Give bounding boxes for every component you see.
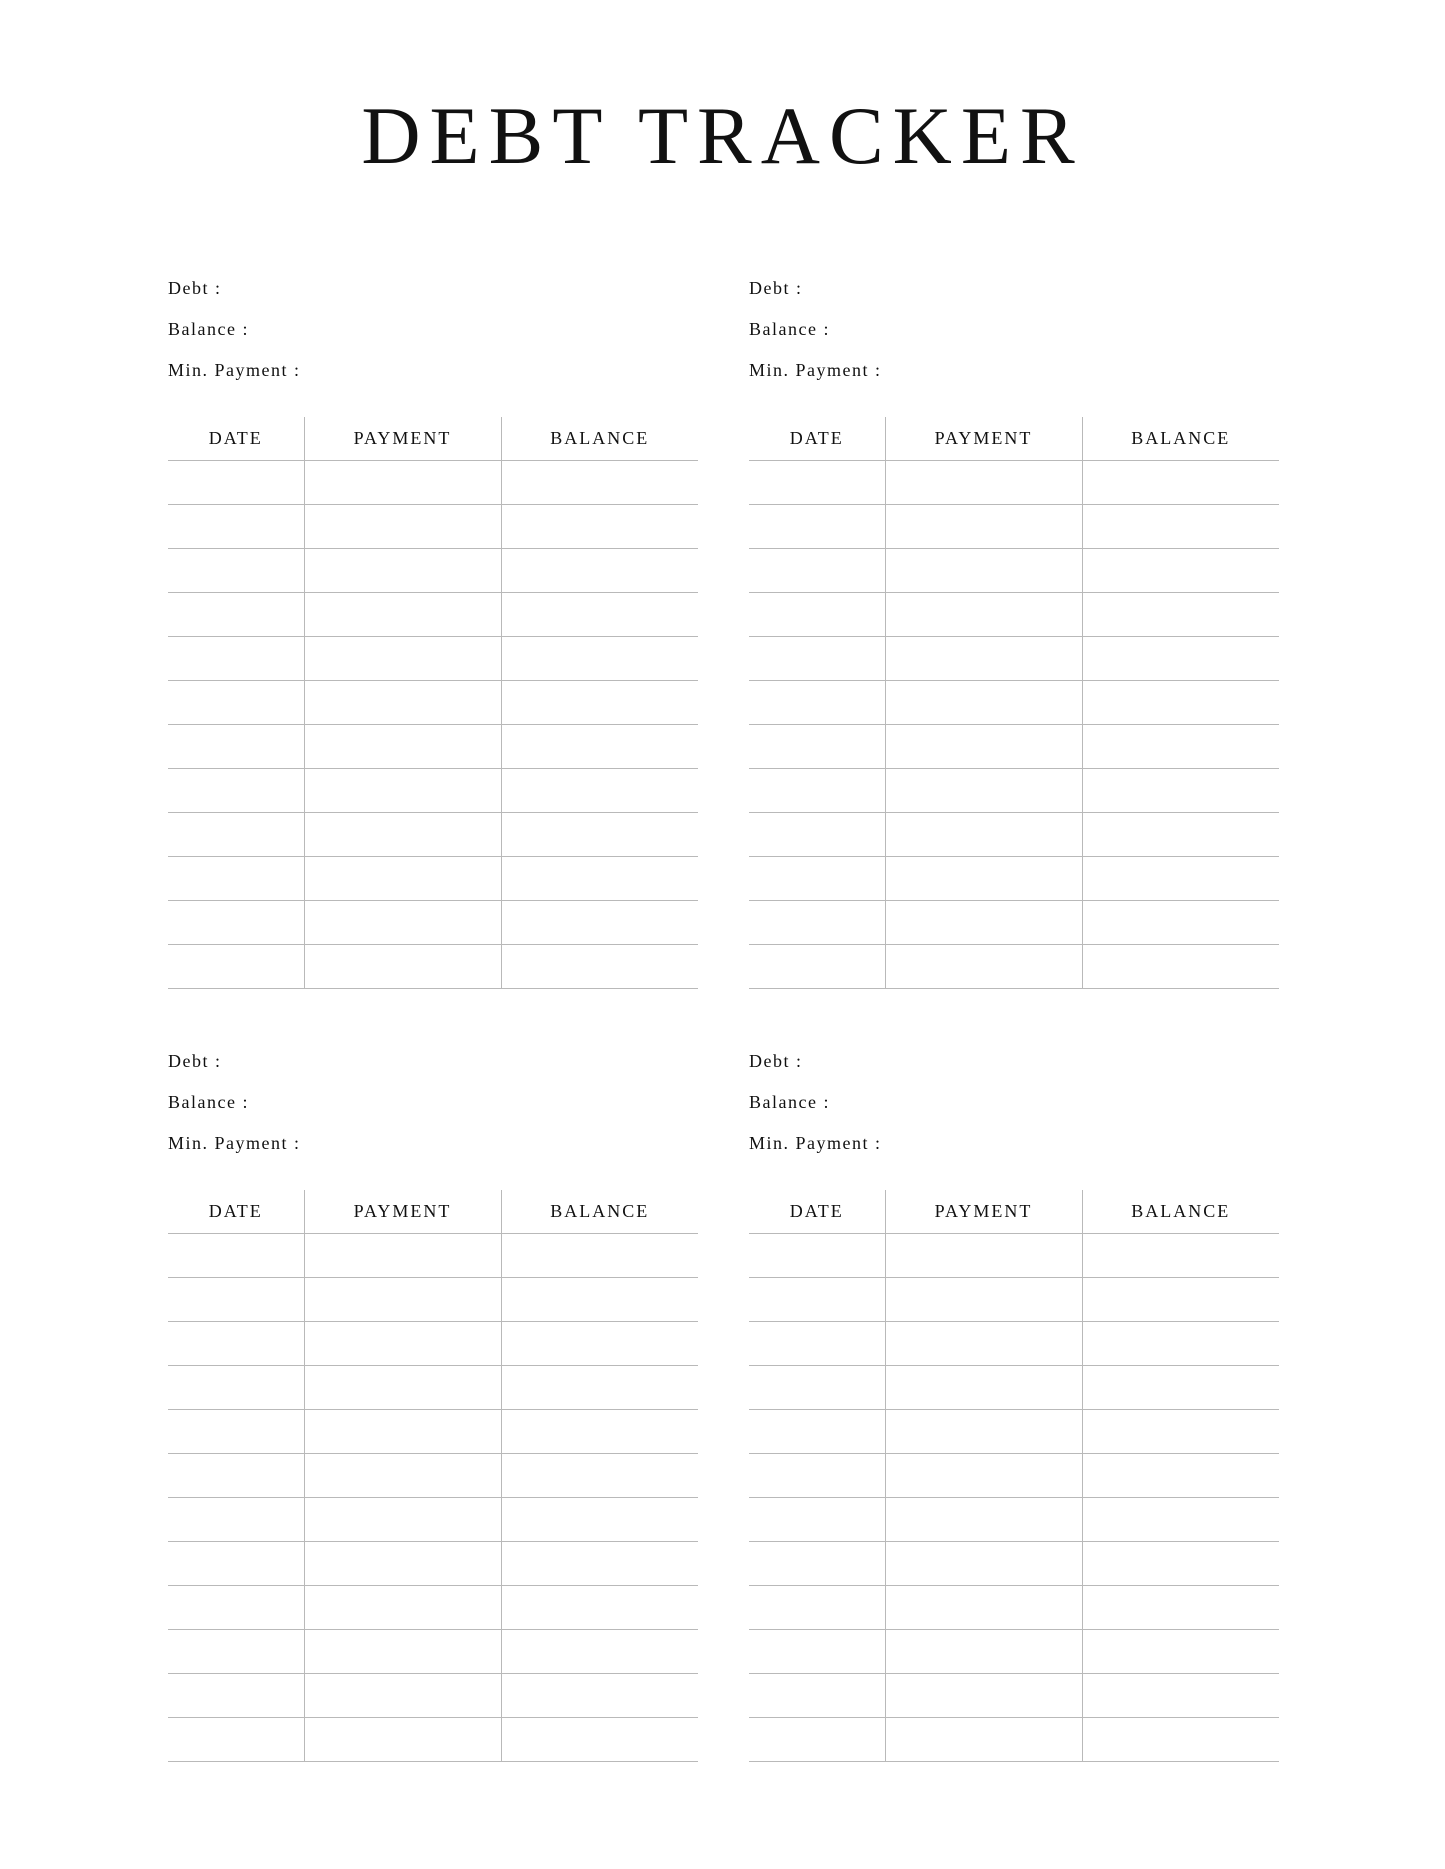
payment-cell[interactable] — [304, 945, 501, 989]
table-header-row — [749, 1190, 1279, 1234]
balance-cell[interactable] — [1082, 1234, 1279, 1278]
table-row — [749, 1234, 1279, 1278]
date-cell[interactable] — [168, 1586, 304, 1630]
column-header-date: DATE — [749, 417, 885, 461]
table-row — [168, 1498, 698, 1542]
date-cell[interactable] — [168, 1234, 304, 1278]
table-row — [168, 813, 698, 857]
date-cell[interactable] — [168, 1366, 304, 1410]
date-cell[interactable] — [749, 1410, 885, 1454]
payment-cell[interactable] — [885, 1410, 1082, 1454]
table-row — [749, 461, 1279, 505]
date-cell[interactable] — [749, 1278, 885, 1322]
payment-cell[interactable] — [885, 1366, 1082, 1410]
payment-cell[interactable] — [885, 901, 1082, 945]
payment-cell[interactable] — [885, 1498, 1082, 1542]
column-header-payment: PAYMENT — [885, 417, 1082, 461]
table-row — [168, 1718, 698, 1762]
page-title: DEBT TRACKER — [361, 90, 1084, 181]
table-row — [749, 1674, 1279, 1718]
table-row — [168, 1278, 698, 1322]
table-header-row — [749, 417, 1279, 461]
table-row — [749, 549, 1279, 593]
payment-cell[interactable] — [304, 1454, 501, 1498]
balance-cell[interactable] — [501, 1630, 698, 1674]
column-header-balance: BALANCE — [501, 1190, 698, 1234]
payment-cell[interactable] — [885, 769, 1082, 813]
table-row — [168, 769, 698, 813]
date-cell[interactable] — [168, 1674, 304, 1718]
balance-cell[interactable] — [1082, 681, 1279, 725]
date-cell[interactable] — [749, 1674, 885, 1718]
table-row — [749, 813, 1279, 857]
debt-label[interactable]: Debt : — [749, 1051, 803, 1071]
payment-cell[interactable] — [885, 681, 1082, 725]
payment-cell[interactable] — [304, 1410, 501, 1454]
balance-cell[interactable] — [501, 1542, 698, 1586]
balance-label[interactable]: Balance : — [168, 1092, 249, 1112]
balance-cell[interactable] — [1082, 505, 1279, 549]
balance-cell[interactable] — [501, 1674, 698, 1718]
balance-cell[interactable] — [1082, 637, 1279, 681]
table-row — [168, 1410, 698, 1454]
date-cell[interactable] — [168, 681, 304, 725]
payment-cell[interactable] — [885, 945, 1082, 989]
date-cell[interactable] — [749, 813, 885, 857]
column-header-payment: PAYMENT — [885, 1190, 1082, 1234]
balance-cell[interactable] — [501, 945, 698, 989]
column-header-payment: PAYMENT — [304, 1190, 501, 1234]
balance-cell[interactable] — [1082, 725, 1279, 769]
table-row — [168, 637, 698, 681]
table-row — [168, 945, 698, 989]
payment-cell[interactable] — [304, 637, 501, 681]
payment-cell[interactable] — [304, 549, 501, 593]
payment-cell[interactable] — [304, 1542, 501, 1586]
date-cell[interactable] — [749, 1234, 885, 1278]
payment-cell[interactable] — [304, 1234, 501, 1278]
payment-cell[interactable] — [885, 549, 1082, 593]
table-row — [168, 725, 698, 769]
payment-table — [749, 417, 1279, 989]
debt-label[interactable]: Debt : — [168, 278, 222, 298]
payment-cell[interactable] — [885, 857, 1082, 901]
balance-cell[interactable] — [1082, 549, 1279, 593]
date-cell[interactable] — [168, 1542, 304, 1586]
balance-cell[interactable] — [501, 857, 698, 901]
payment-cell[interactable] — [885, 725, 1082, 769]
min-payment-label[interactable]: Min. Payment : — [749, 360, 882, 380]
table-row — [749, 857, 1279, 901]
date-cell[interactable] — [168, 1498, 304, 1542]
balance-cell[interactable] — [1082, 945, 1279, 989]
payment-cell[interactable] — [304, 1322, 501, 1366]
table-row — [749, 1542, 1279, 1586]
date-cell[interactable] — [749, 549, 885, 593]
payment-cell[interactable] — [885, 1234, 1082, 1278]
balance-cell[interactable] — [1082, 857, 1279, 901]
payment-cell[interactable] — [304, 1278, 501, 1322]
payment-cell[interactable] — [885, 1586, 1082, 1630]
payment-cell[interactable] — [304, 857, 501, 901]
table-row — [168, 549, 698, 593]
column-header-date: DATE — [168, 1190, 304, 1234]
min-payment-label[interactable]: Min. Payment : — [168, 360, 301, 380]
table-row — [749, 1630, 1279, 1674]
date-cell[interactable] — [168, 1322, 304, 1366]
table-row — [749, 637, 1279, 681]
table-row — [168, 1542, 698, 1586]
balance-cell[interactable] — [501, 637, 698, 681]
date-cell[interactable] — [168, 1454, 304, 1498]
payment-table — [168, 1190, 698, 1762]
table-row — [168, 681, 698, 725]
date-cell[interactable] — [168, 813, 304, 857]
balance-cell[interactable] — [1082, 1278, 1279, 1322]
payment-cell[interactable] — [885, 1674, 1082, 1718]
balance-cell[interactable] — [501, 1718, 698, 1762]
payment-cell[interactable] — [304, 1718, 501, 1762]
balance-cell[interactable] — [1082, 813, 1279, 857]
balance-cell[interactable] — [1082, 1498, 1279, 1542]
payment-cell[interactable] — [304, 1674, 501, 1718]
date-cell[interactable] — [168, 593, 304, 637]
balance-cell[interactable] — [1082, 1718, 1279, 1762]
table-row — [749, 725, 1279, 769]
date-cell[interactable] — [749, 857, 885, 901]
balance-cell[interactable] — [501, 681, 698, 725]
table-row — [168, 1586, 698, 1630]
balance-cell[interactable] — [501, 725, 698, 769]
balance-cell[interactable] — [501, 1234, 698, 1278]
min-payment-label[interactable]: Min. Payment : — [168, 1133, 301, 1153]
balance-cell[interactable] — [1082, 769, 1279, 813]
column-header-date: DATE — [168, 417, 304, 461]
payment-cell[interactable] — [885, 461, 1082, 505]
table-row — [749, 1586, 1279, 1630]
table-row — [168, 857, 698, 901]
date-cell[interactable] — [168, 857, 304, 901]
payment-cell[interactable] — [304, 1586, 501, 1630]
table-row — [168, 1630, 698, 1674]
table-row — [749, 945, 1279, 989]
date-cell[interactable] — [749, 769, 885, 813]
balance-cell[interactable] — [501, 813, 698, 857]
table-row — [749, 1454, 1279, 1498]
balance-cell[interactable] — [501, 461, 698, 505]
table-row — [749, 505, 1279, 549]
table-header-row — [168, 1190, 698, 1234]
balance-cell[interactable] — [501, 1586, 698, 1630]
payment-cell[interactable] — [885, 593, 1082, 637]
column-header-payment: PAYMENT — [304, 417, 501, 461]
table-row — [749, 1322, 1279, 1366]
balance-cell[interactable] — [1082, 1322, 1279, 1366]
date-cell[interactable] — [168, 769, 304, 813]
table-row — [168, 901, 698, 945]
table-row — [749, 1366, 1279, 1410]
min-payment-label[interactable]: Min. Payment : — [749, 1133, 882, 1153]
date-cell[interactable] — [168, 505, 304, 549]
payment-cell[interactable] — [885, 813, 1082, 857]
date-cell[interactable] — [749, 1542, 885, 1586]
balance-cell[interactable] — [1082, 1674, 1279, 1718]
payment-cell[interactable] — [885, 1542, 1082, 1586]
balance-cell[interactable] — [1082, 461, 1279, 505]
balance-cell[interactable] — [1082, 1586, 1279, 1630]
balance-cell[interactable] — [1082, 1454, 1279, 1498]
date-cell[interactable] — [168, 637, 304, 681]
debt-label[interactable]: Debt : — [749, 278, 803, 298]
balance-cell[interactable] — [501, 1278, 698, 1322]
column-header-date: DATE — [749, 1190, 885, 1234]
date-cell[interactable] — [168, 901, 304, 945]
payment-cell[interactable] — [885, 1322, 1082, 1366]
date-cell[interactable] — [749, 725, 885, 769]
date-cell[interactable] — [749, 1498, 885, 1542]
table-row — [749, 593, 1279, 637]
balance-cell[interactable] — [501, 1410, 698, 1454]
payment-cell[interactable] — [304, 725, 501, 769]
date-cell[interactable] — [168, 945, 304, 989]
date-cell[interactable] — [168, 1630, 304, 1674]
balance-cell[interactable] — [1082, 1630, 1279, 1674]
payment-cell[interactable] — [304, 769, 501, 813]
payment-table — [168, 417, 698, 989]
table-row — [168, 1366, 698, 1410]
date-cell[interactable] — [749, 1366, 885, 1410]
payment-cell[interactable] — [885, 1454, 1082, 1498]
date-cell[interactable] — [749, 681, 885, 725]
payment-cell[interactable] — [304, 505, 501, 549]
payment-cell[interactable] — [304, 901, 501, 945]
date-cell[interactable] — [749, 1630, 885, 1674]
payment-cell[interactable] — [885, 637, 1082, 681]
date-cell[interactable] — [749, 505, 885, 549]
table-row — [749, 1278, 1279, 1322]
table-row — [749, 769, 1279, 813]
date-cell[interactable] — [168, 725, 304, 769]
balance-cell[interactable] — [501, 769, 698, 813]
table-row — [168, 593, 698, 637]
balance-cell[interactable] — [501, 901, 698, 945]
date-cell[interactable] — [749, 593, 885, 637]
balance-label[interactable]: Balance : — [749, 1092, 830, 1112]
payment-cell[interactable] — [304, 1630, 501, 1674]
table-row — [749, 681, 1279, 725]
table-row — [168, 1234, 698, 1278]
date-cell[interactable] — [749, 1322, 885, 1366]
payment-cell[interactable] — [885, 1278, 1082, 1322]
date-cell[interactable] — [749, 901, 885, 945]
payment-cell[interactable] — [885, 1630, 1082, 1674]
column-header-balance: BALANCE — [1082, 417, 1279, 461]
balance-cell[interactable] — [501, 1498, 698, 1542]
date-cell[interactable] — [749, 1586, 885, 1630]
payment-cell[interactable] — [304, 593, 501, 637]
balance-cell[interactable] — [501, 549, 698, 593]
date-cell[interactable] — [168, 1410, 304, 1454]
date-cell[interactable] — [168, 549, 304, 593]
balance-cell[interactable] — [501, 1454, 698, 1498]
date-cell[interactable] — [168, 461, 304, 505]
table-row — [749, 1410, 1279, 1454]
balance-cell[interactable] — [1082, 901, 1279, 945]
balance-cell[interactable] — [501, 1366, 698, 1410]
table-row — [749, 1498, 1279, 1542]
payment-cell[interactable] — [885, 505, 1082, 549]
date-cell[interactable] — [749, 945, 885, 989]
payment-cell[interactable] — [304, 681, 501, 725]
balance-cell[interactable] — [501, 505, 698, 549]
debt-label[interactable]: Debt : — [168, 1051, 222, 1071]
payment-cell[interactable] — [885, 1718, 1082, 1762]
table-row — [168, 1322, 698, 1366]
table-row — [168, 1674, 698, 1718]
payment-cell[interactable] — [304, 461, 501, 505]
table-row — [749, 901, 1279, 945]
table-header-row — [168, 417, 698, 461]
balance-cell[interactable] — [501, 593, 698, 637]
date-cell[interactable] — [749, 1718, 885, 1762]
table-row — [168, 461, 698, 505]
table-row — [168, 505, 698, 549]
balance-cell[interactable] — [501, 1322, 698, 1366]
balance-label[interactable]: Balance : — [749, 319, 830, 339]
date-cell[interactable] — [168, 1718, 304, 1762]
payment-table — [749, 1190, 1279, 1762]
date-cell[interactable] — [749, 637, 885, 681]
balance-cell[interactable] — [1082, 1542, 1279, 1586]
date-cell[interactable] — [749, 461, 885, 505]
balance-cell[interactable] — [1082, 1366, 1279, 1410]
table-row — [168, 1454, 698, 1498]
balance-label[interactable]: Balance : — [168, 319, 249, 339]
payment-cell[interactable] — [304, 813, 501, 857]
column-header-balance: BALANCE — [501, 417, 698, 461]
date-cell[interactable] — [168, 1278, 304, 1322]
balance-cell[interactable] — [1082, 1410, 1279, 1454]
payment-cell[interactable] — [304, 1366, 501, 1410]
payment-cell[interactable] — [304, 1498, 501, 1542]
balance-cell[interactable] — [1082, 593, 1279, 637]
table-row — [749, 1718, 1279, 1762]
date-cell[interactable] — [749, 1454, 885, 1498]
column-header-balance: BALANCE — [1082, 1190, 1279, 1234]
